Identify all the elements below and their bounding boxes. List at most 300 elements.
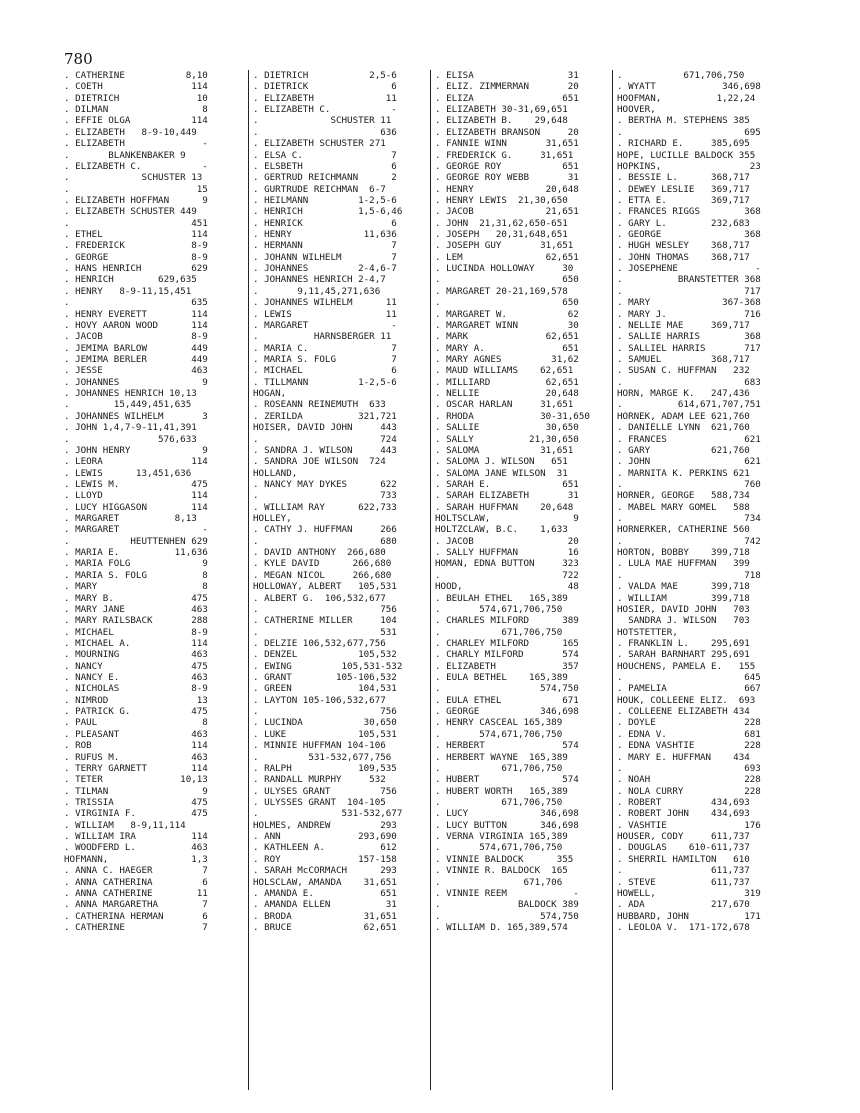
index-entry: . DILMAN 8 [64,104,208,116]
index-entry: . 574,671,706,750 [435,728,563,740]
index-entry: . TETER 10,13 [64,774,208,786]
index-entry: . 531 [253,626,397,638]
index-entry: . NELLIE 20,648 [435,388,579,400]
index-entry: . MARGARET 20-21,169,578 [435,285,568,297]
index-entry: . LULA MAE HUFFMAN 399 [617,558,750,570]
index-entry: . CATHERINE MILLER 104 [253,615,397,627]
index-entry: . COETH 114 [64,81,208,93]
index-entry: . ANNA MARGARETHA 7 [64,899,208,911]
index-entry: . JOHANNES WILHELM 11 [253,297,397,309]
index-entry: . ETTA E. 369,717 [617,194,750,206]
index-entry: . SCHUSTER 13 [64,172,203,184]
index-entry: . MICHAEL 6 [253,365,397,377]
index-entry: . GARY L. 232,683 [617,217,750,229]
index-entry: . KATHLEEN A. 612 [253,842,397,854]
index-entry: HOPKINS, 23 [617,160,761,172]
index-entry: . ELIZABETH SCHUSTER 271 [253,138,386,150]
index-entry: . ELIZABETH 30-31,69,651 [435,104,568,116]
index-entry: . HERBERT WAYNE 165,389 [435,751,568,763]
index-entry: HOLMES, ANDREW 293 [253,819,397,831]
index-entry: . LUCY 346,698 [435,808,579,820]
index-entry: . EFFIE OLGA 114 [64,115,208,127]
index-entry: . NANCY 475 [64,660,208,672]
index-entry: . 718 [617,569,761,581]
index-entry: . MARY A. 651 [435,342,579,354]
index-entry: . GRANT 105-106,532 [253,672,397,684]
index-entry: HOLLEY, [253,513,292,525]
index-entry: . MARIA S. FOLG 7 [253,353,397,365]
index-entry: . NELLIE MAE 369,717 [617,319,750,331]
index-entry: . VASHTIE 176 [617,819,761,831]
index-entry: . 15 [64,183,208,195]
index-entry: . MARNITA K. PERKINS 621 [617,467,750,479]
index-entry: . MARY AGNES 31,62 [435,353,579,365]
index-entry: . MARGARET WINN 30 [435,319,579,331]
index-entry: . ROBERT JOHN 434,693 [617,808,750,820]
index-entry: . SALLY HUFFMAN 16 [435,547,579,559]
index-entry: . MARGARET - [64,524,208,536]
index-entry: . DOUGLAS 610-611,737 [617,842,750,854]
index-entry: . LUKE 105,531 [253,728,397,740]
index-entry: . FREDERICK G. 31,651 [435,149,574,161]
index-entry: . VINNIE R. BALDOCK 165 [435,865,568,877]
index-entry: . 574,750 [435,910,579,922]
index-entry: . AMANDA E. 651 [253,887,397,899]
index-entry: . GREEN 104,531 [253,683,397,695]
index-entry: . MINNIE HUFFMAN 104-106 [253,740,386,752]
index-entry: . BESSIE L. 368,717 [617,172,750,184]
index-entry: . BALDOCK 389 [435,899,579,911]
index-entry: . SALLIE 30,650 [435,422,579,434]
index-column-1 [64,70,244,933]
index-entry: . PAMELIA 667 [617,683,761,695]
index-entry: . ELIZABETH - [64,138,208,150]
index-entry: . HENRICH 1,5-6,46 [253,206,403,218]
index-entry: . FANNIE WINN 31,651 [435,138,579,150]
index-entry: . TERRY GARNETT 114 [64,762,208,774]
index-entry: HOUK, COLLEENE ELIZ. 693 [617,694,756,706]
index-entry: . ROY 157-158 [253,853,397,865]
index-entry: . HANS HENRICH 629 [64,263,208,275]
index-entry: HOFMANN, 1,3 [64,853,208,865]
index-entry: . PATRICK G. 475 [64,706,208,718]
index-entry: . ULYSES GRANT 756 [253,785,397,797]
index-entry: . MARIA E. 11,636 [64,547,208,559]
index-entry: . 734 [617,513,761,525]
index-entry: HUBBARD, JOHN 171 [617,910,761,922]
index-entry: . 695 [617,126,761,138]
index-entry: . MARY E. HUFFMAN 434 [617,751,750,763]
index-entry: . WOODFERD L. 463 [64,842,208,854]
index-entry: . MARY JANE 463 [64,603,208,615]
index-entry: . ELIZABETH 11 [253,92,397,104]
index-entry: HOSIER, DAVID JOHN 703 [617,603,750,615]
index-entry: . VIRGINIA F. 475 [64,808,208,820]
index-entry: . JOSEPH GUY 31,651 [435,240,574,252]
index-entry: . WILLIAM D. 165,389,574 [435,921,568,933]
index-entry: . EULA BETHEL 165,389 [435,672,568,684]
index-entry: . HENRY 20,648 [435,183,579,195]
index-entry: . BEULAH ETHEL 165,389 [435,592,568,604]
index-entry: . HENRY CASCEAL 165,389 [435,717,563,729]
index-entry: . ETHEL 114 [64,229,208,241]
index-entry: . JACOB 8-9 [64,331,208,343]
index-entry: . SARAH BARNHART 295,691 [617,649,750,661]
index-entry: . SAMUEL 368,717 [617,353,750,365]
index-entry: . 614,671,707,751 [617,399,761,411]
index-entry: . 693 [617,762,761,774]
index-entry: HOTSTETTER, [617,626,678,638]
index-entry: . HENRICH 629,635 [64,274,197,286]
index-entry: . TILMAN 9 [64,785,208,797]
index-entry: . HOVY AARON WOOD 114 [64,319,208,331]
index-entry: . 15,449,451,635 [64,399,192,411]
index-entry: . HENRY 8-9-11,15,451 [64,285,192,297]
index-entry: . 574,750 [435,683,579,695]
index-entry: . ELIZABETH BRANSON 20 [435,126,579,138]
index-entry: . GEORGE 368 [617,229,761,241]
index-entry: . ZERILDA 321,721 [253,410,397,422]
index-entry: . CHARLEY MILFORD 165 [435,637,579,649]
index-entry: . 645 [617,672,761,684]
index-entry: . SARAH E. 651 [435,478,579,490]
index-entry: . 531-532,677 [253,808,403,820]
index-entry: . EDNA VASHTIE 228 [617,740,761,752]
index-entry: . GEORGE ROY 651 [435,160,579,172]
index-entry: . EULA ETHEL 671 [435,694,579,706]
index-entry: . VERNA VIRGINIA 165,389 [435,831,568,843]
index-entry: . GARY 621,760 [617,444,750,456]
index-entry: . LEWIS M. 475 [64,478,208,490]
index-entry: . BRUCE 62,651 [253,921,397,933]
index-entry: . 576,633 [64,433,197,445]
index-entry: . 574,671,706,750 [435,842,563,854]
index-entry: . HERMANN 7 [253,240,397,252]
index-entry: . 722 [435,569,579,581]
index-entry: . ADA 217,670 [617,899,750,911]
index-entry: . SUSAN C. HUFFMAN 232 [617,365,750,377]
index-entry: . 671,706,750 [435,762,563,774]
index-entry: HOLLAND, [253,467,298,479]
index-entry: . DANIELLE LYNN 621,760 [617,422,750,434]
index-entry: . LUCINDA HOLLOWAY 30 [435,263,574,275]
index-entry: HOLLOWAY, ALBERT 105,531 [253,581,397,593]
index-entry: . ELIZABETH HOFFMAN 9 [64,194,208,206]
index-entry: . 717 [617,285,761,297]
index-entry: . 611,737 [617,865,750,877]
index-entry: . JOHANNES 9 [64,376,208,388]
index-entry: . EWING 105,531-532 [253,660,403,672]
index-entry: . HENRY EVERETT 114 [64,308,208,320]
index-entry: HORN, MARGE K. 247,436 [617,388,750,400]
index-column-3 [430,70,615,1090]
index-entry: . JOSEPHENE - [617,263,761,275]
index-entry: . 742 [617,535,761,547]
index-entry: . 733 [253,490,397,502]
index-entry: . LEM 62,651 [435,251,579,263]
index-entry: . FRANKLIN L. 295,691 [617,637,750,649]
index-column-2 [248,70,433,1090]
index-entry: HOGAN, [253,388,287,400]
index-entry: HOLSCLAW, AMANDA 31,651 [253,876,397,888]
index-entry: HOPE, LUCILLE BALDOCK 355 [617,149,756,161]
index-entry: . JACOB 21,651 [435,206,579,218]
index-entry: . MARK 62,651 [435,331,579,343]
index-entry: . JACOB 20 [435,535,579,547]
index-entry: . HEUTTENHEN 629 [64,535,208,547]
index-entry: . WILLIAM 399,718 [617,592,750,604]
index-entry: . NANCY E. 463 [64,672,208,684]
index-entry: . AMANDA ELLEN 31 [253,899,397,911]
index-entry: . BERTHA M. STEPHENS 385 [617,115,750,127]
index-entry: . MABEL MARY GOMEL 588 [617,501,750,513]
index-entry: . 671,706 [435,876,563,888]
index-entry: . ROB 114 [64,740,208,752]
index-entry: HORNER, GEORGE 588,734 [617,490,750,502]
index-entry: HOLTSCLAW, 9 [435,513,579,525]
index-entry: . 650 [435,297,579,309]
index-entry: . 671,706,750 [435,797,563,808]
index-entry: . BLANKENBAKER 9 [64,149,186,161]
index-entry: . DEWEY LESLIE 369,717 [617,183,750,195]
index-entry: . JOSEPH 20,31,648,651 [435,229,568,241]
index-entry: HOISER, DAVID JOHN 443 [253,422,397,434]
index-entry: . HENRY LEWIS 21,30,650 [435,194,568,206]
index-entry: . GEORGE 346,698 [435,706,579,718]
index-entry: . WILLIAM 8-9,11,114 [64,819,186,831]
index-entry: . ELSA C. 7 [253,149,397,161]
index-entry: . HUBERT WORTH 165,389 [435,785,568,797]
index-entry: . CHARLES MILFORD 389 [435,615,579,627]
index-entry: . ELIZA 651 [435,92,579,104]
index-entry: . OSCAR HARLAN 31,651 [435,399,574,411]
index-entry: . ULYSSES GRANT 104-105 [253,797,386,808]
index-entry: . TILLMANN 1-2,5-6 [253,376,397,388]
index-entry: . JOHN 1,4,7-9-11,41,391 [64,422,197,434]
index-entry: . 683 [617,376,761,388]
index-entry: . 671,706,750 [435,626,563,638]
index-entry: . NOAH 228 [617,774,761,786]
index-entry: . SARAH HUFFMAN 20,648 [435,501,574,513]
index-entry: . CATHERINA HERMAN 6 [64,910,208,922]
index-entry: . SARAH McCORMACH 293 [253,865,397,877]
index-entry: . CATHERINE 7 [64,921,208,933]
index-entry: . RHODA 30-31,650 [435,410,590,422]
index-entry: . BRODA 31,651 [253,910,397,922]
index-entry: . JOHANNES WILHELM 3 [64,410,208,422]
index-entry: . SALLY 21,30,650 [435,433,579,445]
index-entry: . MARY 8 [64,581,208,593]
index-entry: . DIETRICK 6 [253,81,397,93]
index-entry: . LEOLOA V. 171-172,678 [617,921,750,933]
index-entry: . CATHERINE 8,10 [64,70,208,81]
index-entry: . MARY 367-368 [617,297,761,309]
index-entry: HOWELL, 319 [617,887,761,899]
index-entry: . MARIA FOLG 9 [64,558,208,570]
index-entry: HORNEK, ADAM LEE 621,760 [617,410,750,422]
index-entry: . FRANCES RIGGS 368 [617,206,761,218]
index-entry: . MILLIARD 62,651 [435,376,579,388]
index-entry: . MARY RAILSBACK 288 [64,615,208,627]
index-entry: . LUCINDA 30,650 [253,717,397,729]
index-entry: . DIETRICH 10 [64,92,208,104]
index-entry: . SARAH ELIZABETH 31 [435,490,579,502]
index-entry: . JOHN HENRY 9 [64,444,208,456]
index-entry: . SALOMA JANE WILSON 31 [435,467,568,479]
index-entry: . DIETRICH 2,5-6 [253,70,397,81]
index-entry: . JOHANNES HENRICH 10,13 [64,388,197,400]
page-number: 780 [64,50,93,68]
index-entry: . FREDERICK 8-9 [64,240,208,252]
index-entry: . 680 [253,535,397,547]
index-entry: . 756 [253,603,397,615]
index-entry: . JOHANNES HENRICH 2-4,7 [253,274,386,286]
index-entry: HOLTZCLAW, B.C. 1,633 [435,524,568,536]
index-entry: . JEMIMA BERLER 449 [64,353,208,365]
index-entry: . MARGARET - [253,319,397,331]
index-entry: . PLEASANT 463 [64,728,208,740]
index-entry: . GURTRUDE REICHMAN 6-7 [253,183,386,195]
index-entry: . HEILMANN 1-2,5-6 [253,194,397,206]
index-entry: . SALOMA 31,651 [435,444,574,456]
index-entry: . SALOMA J. WILSON 651 [435,456,568,468]
index-entry: . ELIZABETH B. 29,648 [435,115,568,127]
index-entry: . 671,706,750 [617,70,745,81]
index-entry: . KYLE DAVID 266,680 [253,558,392,570]
index-entry: . SCHUSTER 11 [253,115,392,127]
index-entry: . HENRICK 6 [253,217,397,229]
index-entry: . 760 [617,478,761,490]
index-entry: . ELISA 31 [435,70,579,81]
index-entry: . LEORA 114 [64,456,208,468]
index-entry: . VINNIE REEM - [435,887,579,899]
index-entry: . FRANCES 621 [617,433,761,445]
index-entry: . ELIZABETH C. - [253,104,397,116]
index-entry: . MARGARET 8,13 [64,513,197,525]
index-entry: HORNERKER, CATHERINE 560 [617,524,750,536]
index-entry: HOOFMAN, 1,22,24 [617,92,756,104]
index-entry: . RALPH 109,535 [253,762,397,774]
index-entry: . SHERRIL HAMILTON 610 [617,853,750,865]
index-entry: . TRISSIA 475 [64,797,208,808]
index-entry: . VINNIE BALDOCK 355 [435,853,574,865]
index-entry: . 636 [253,126,397,138]
index-entry: . GEORGE ROY WEBB 31 [435,172,579,184]
index-entry: . DENZEL 105,532 [253,649,397,661]
index-entry: . WYATT 346,698 [617,81,761,93]
index-entry: . ELIZABETH C. - [64,160,208,172]
index-entry: . GERTRUD REICHMANN 2 [253,172,397,184]
index-entry: . JEMIMA BARLOW 449 [64,342,208,354]
index-entry: . ANNA C. HAEGER 7 [64,865,208,877]
index-entry: . LEWIS 13,451,636 [64,467,192,479]
index-entry: . WILLIAM IRA 114 [64,831,208,843]
index-entry: . LEWIS 11 [253,308,397,320]
index-entry: HOMAN, EDNA BUTTON 323 [435,558,579,570]
index-entry: HOOVER, [617,104,656,116]
index-entry: . 531-532,677,756 [253,751,392,763]
index-entry: HOOD, 48 [435,581,579,593]
index-entry: . SANDRA J. WILSON 443 [253,444,397,456]
index-entry: . RANDALL MURPHY 532 [253,774,386,786]
index-entry: . MARY J. 716 [617,308,761,320]
index-entry: . COLLEENE ELIZABETH 434 [617,706,750,718]
index-entry: . MAUD WILLIAMS 62,651 [435,365,574,377]
index-entry: . 724 [253,433,397,445]
index-entry: . SALLIEL HARRIS 717 [617,342,761,354]
index-entry: . CATHY J. HUFFMAN 266 [253,524,397,536]
index-entry: . ELIZABETH SCHUSTER 449 [64,206,197,218]
index-entry: . ELSBETH 6 [253,160,397,172]
index-entry: . JOHANNES 2-4,6-7 [253,263,397,275]
index-entry: . MOURNING 463 [64,649,208,661]
index-entry: . ROBERT 434,693 [617,797,750,808]
index-entry: . LLOYD 114 [64,490,208,502]
index-entry: . ROSEANN REINEMUTH 633 [253,399,386,411]
index-entry: . BRANSTETTER 368 [617,274,761,286]
index-entry: . MARIA S. FOLG 8 [64,569,208,581]
index-entry: . ANN 293,690 [253,831,397,843]
index-entry: . GEORGE 8-9 [64,251,208,263]
index-entry: . EDNA V. 681 [617,728,761,740]
index-column-4 [612,70,797,1090]
index-entry: HOUSER, CODY 611,737 [617,831,750,843]
index-entry: . LUCY BUTTON 346,698 [435,819,579,831]
index-entry: HOUCHENS, PAMELA E. 155 [617,660,756,672]
index-entry: . HARNSBERGER 11 [253,331,392,343]
index-entry: . HUGH WESLEY 368,717 [617,240,750,252]
index-entry: . DOYLE 228 [617,717,761,729]
index-entry: . LAYTON 105-106,532,677 [253,694,386,706]
index-entry: . MEGAN NICOL 266,680 [253,569,392,581]
index-entry: . ELIZABETH 8-9-10,449 [64,126,197,138]
index-entry: . DAVID ANTHONY 266,680 [253,547,386,559]
index-entry: . 635 [64,297,208,309]
index-entry: . NIMROD 13 [64,694,208,706]
index-entry: . ANNA CATHERINA 6 [64,876,208,888]
index-entry: . HUBERT 574 [435,774,579,786]
index-entry: . JOHANN WILHELM 7 [253,251,397,263]
index-entry: . 451 [64,217,208,229]
index-entry: . RUFUS M. 463 [64,751,208,763]
index-entry: . 650 [435,274,579,286]
index-entry: . 756 [253,706,397,718]
index-entry: . NICHOLAS 8-9 [64,683,208,695]
index-entry: . JOHN 21,31,62,650-651 [435,217,568,229]
index-entry: . JOHN THOMAS 368,717 [617,251,750,263]
index-entry: . SALLIE HARRIS 368 [617,331,761,343]
index-entry: . 9,11,45,271,636 [253,285,381,297]
index-entry: . WILLIAM RAY 622,733 [253,501,397,513]
index-entry: . HERBERT 574 [435,740,579,752]
index-entry: . STEVE 611,737 [617,876,750,888]
index-entry: . MARIA C. 7 [253,342,397,354]
index-entry: . HENRY 11,636 [253,229,397,241]
index-entry: . JESSE 463 [64,365,208,377]
index-entry: . ELIZABETH 357 [435,660,579,672]
index-entry: . MICHAEL A. 114 [64,637,208,649]
index-entry: . SANDRA JOE WILSON 724 [253,456,386,468]
index-entry: . RICHARD E. 385,695 [617,138,750,150]
index-entry: . DELZIE 106,532,677,756 [253,637,386,649]
index-entry: . MICHAEL 8-9 [64,626,208,638]
index-entry: . CHARLY MILFORD 574 [435,649,579,661]
index-entry: . MARGARET W. 62 [435,308,579,320]
index-entry: . ELIZ. ZIMMERMAN 20 [435,81,579,93]
index-entry: . JOHN 621 [617,456,761,468]
index-entry: . LUCY HIGGASON 114 [64,501,208,513]
index-entry: . ANNA CATHERINE 11 [64,887,208,899]
